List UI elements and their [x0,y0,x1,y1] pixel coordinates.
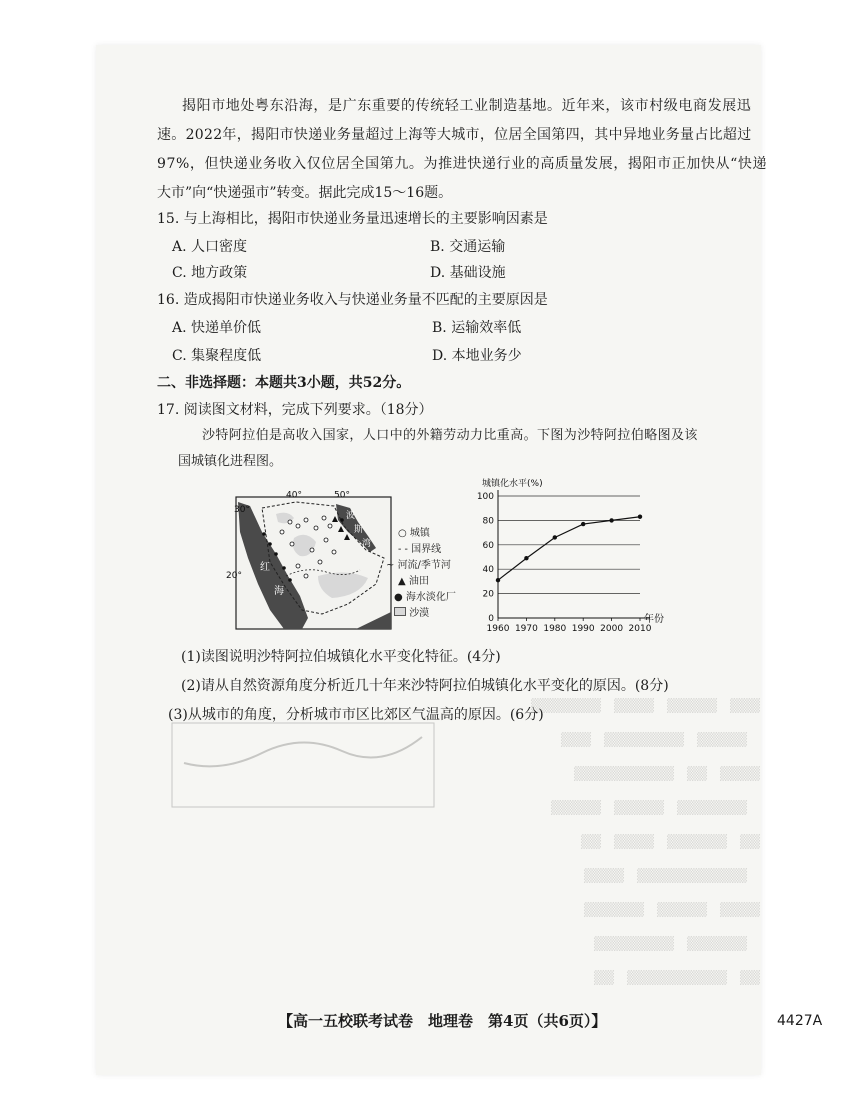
bleed-through-sketch [172,723,434,807]
lon-40-label: 40° [286,490,302,501]
urbanization-line [498,517,640,580]
passage-line-2: 速。2022年，揭阳市快递业务量超过上海等大城市，位居全国第四，其中异地业务量占比超过 [157,127,752,143]
question-17-stem: 17. 阅读图文材料，完成下列要求。（18分） [157,402,433,418]
x-tick-label: 2010 [628,624,652,634]
q15-option-d[interactable]: D. 基础设施 [430,265,506,281]
lat-30-label: 30° [234,505,250,515]
data-point [581,522,585,526]
q15-option-c[interactable]: C. 地方政策 [172,265,248,281]
x-tick-label: 1990 [571,624,595,634]
q17-material-line-1: 沙特阿拉伯是高收入国家，人口中的外籍劳动力比重高。下图为沙特阿拉伯略图及该 [202,428,698,443]
data-point [609,518,613,522]
y-tick-label: 60 [482,540,494,551]
passage-line-4: 大市”向“快递强市”转变。据此完成15～16题。 [157,185,453,201]
page-footer: 【高一五校联考试卷 地理卷 第4页（共6页）】 [278,1012,607,1030]
paper-code: 4427A [777,1013,823,1029]
data-point [496,578,500,582]
y-tick-label: 0 [488,614,494,624]
gulf-label-2: 斯 [354,525,364,535]
x-tick-label: 1970 [514,624,538,634]
y-tick-label: 80 [482,516,494,527]
q16-option-d[interactable]: D. 本地业务少 [432,348,522,364]
legend-border: - - 国界线 [398,544,442,555]
saudi-arabia-map [226,490,456,632]
x-axis-label: 年份 [644,614,664,625]
lon-50-label: 50° [334,490,350,501]
y-tick-label: 100 [476,492,494,502]
urbanization-chart [470,478,670,640]
legend-desalination: ● 海水淡化厂 [394,592,456,603]
sea-label-2: 海 [274,586,284,597]
lat-20-label: 20° [226,571,242,581]
data-point [553,535,557,539]
q15-option-b[interactable]: B. 交通运输 [430,239,506,255]
legend-desert: 沙漠 [394,604,429,619]
q15-option-a[interactable]: A. 人口密度 [172,239,248,255]
section-2-heading: 二、非选择题：本题共3小题，共52分。 [157,375,411,391]
bleed-through-text: ▒▒▒ ▒▒▒▒▒ ▒▒▒▒ ▒▒▒▒▒▒▒ ▒▒▒▒▒ ▒▒▒▒▒▒▒▒ ▒▒▒ ▒▒▒▒ ▒▒ ▒▒▒▒▒▒▒▒▒▒ ▒▒▒▒▒▒▒ ▒▒▒▒▒ ▒▒▒▒▒ ▒▒ ▒▒▒▒▒▒ ▒▒▒▒ ▒▒ ▒▒▒▒▒▒▒▒▒▒▒ ▒▒▒▒ ▒▒▒▒ ▒▒▒▒▒ ▒▒▒▒▒▒ ▒▒▒▒▒▒ ▒▒▒▒▒▒▒▒ ▒▒ ▒▒▒▒▒▒▒▒▒▒ ▒▒ [531,699,760,986]
q17-material-line-2: 国城镇化进程图。 [178,454,283,469]
q17-sub-2: (2)请从自然资源角度分析近几十年来沙特阿拉伯城镇化水平变化的原因。(8分) [181,678,669,694]
question-15-stem: 15. 与上海相比，揭阳市快递业务量迅速增长的主要影响因素是 [157,211,548,227]
y-axis-label: 城镇化水平(%) [482,479,543,489]
q16-option-c[interactable]: C. 集聚程度低 [172,348,262,364]
data-point [638,515,642,519]
question-16-stem: 16. 造成揭阳市快递业务收入与快递业务量不匹配的主要原因是 [157,292,548,308]
passage-line-3: 97%，但快递业务收入仅位居全国第九。为推进快递行业的高质量发展，揭阳市正加快从“快递 [157,156,768,172]
x-tick-label: 2000 [600,624,624,634]
legend-oilfield: ▲ 油田 [398,576,429,587]
y-tick-label: 20 [482,589,494,600]
legend-river: ~ 河流/季节河 [386,560,451,571]
sea-label-1: 红 [260,562,270,573]
q17-sub-3: (3)从城市的角度，分析城市市区比郊区气温高的原因。(6分) [168,707,544,723]
passage-line-1: 揭阳市地处粤东沿海，是广东重要的传统轻工业制造基地。近年来，该市村级电商发展迅 [182,98,752,114]
legend-town: ○ 城镇 [398,528,430,539]
q17-sub-1: (1)读图说明沙特阿拉伯城镇化水平变化特征。(4分) [181,649,501,665]
y-tick-label: 40 [482,565,494,576]
x-tick-label: 1960 [486,624,510,634]
x-tick-label: 1980 [543,624,567,634]
gulf-label-3: 湾 [362,539,372,549]
chart-svg [470,478,670,640]
q16-option-a[interactable]: A. 快递单价低 [172,320,262,336]
q16-option-b[interactable]: B. 运输效率低 [432,320,522,336]
data-point [524,556,528,560]
gulf-label-1: 波 [346,511,356,521]
